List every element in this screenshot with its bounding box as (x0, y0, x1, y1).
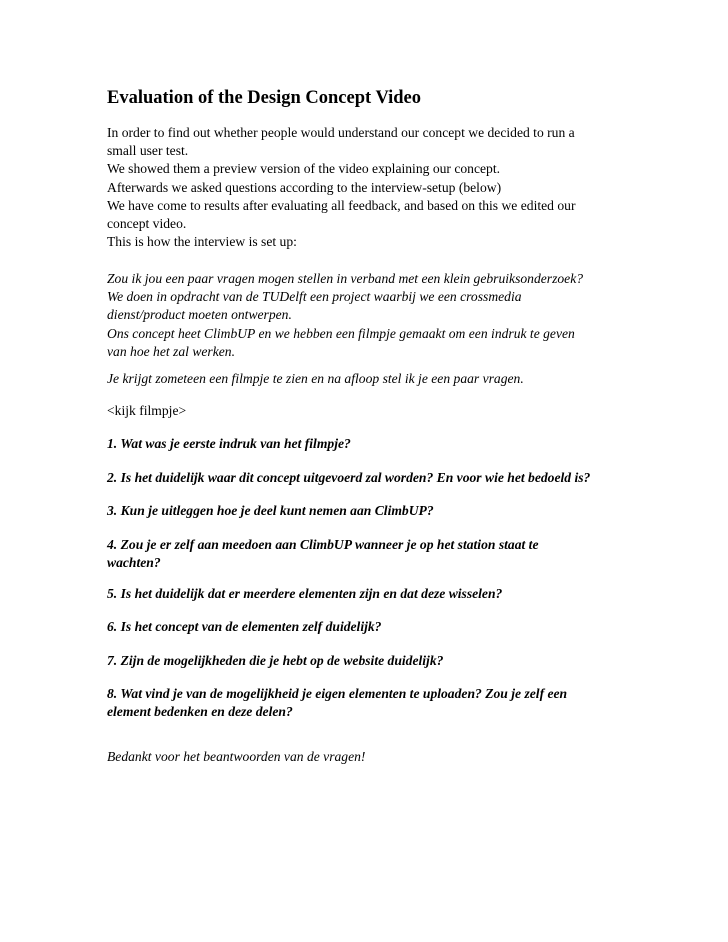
intro-line: concept video. (107, 216, 187, 232)
watch-marker-text: <kijk filmpje> (107, 403, 187, 418)
dutch-intro-line: dienst/product moeten ontwerpen. (107, 307, 292, 323)
question-8 (107, 685, 707, 721)
question-1 (107, 435, 707, 453)
video-sentence (107, 370, 707, 388)
intro-line: small user test. (107, 143, 189, 159)
question-6 (107, 618, 707, 636)
question-3 (107, 502, 707, 520)
question-line: 3. Kun je uitleggen hoe je deel kunt nemen aan ClimbUP? (107, 503, 434, 518)
question-2 (107, 469, 707, 487)
dutch-intro-line: We doen in opdracht van de TUDelft een project waarbij we een crossmedia (107, 289, 522, 305)
intro-line: In order to find out whether people would understand our concept we decided to run a (107, 125, 575, 140)
question-4 (107, 536, 707, 572)
dutch-intro-line: van hoe het zal werken. (107, 343, 235, 359)
dutch-intro-line: Ons concept heet ClimbUP en we hebben een filmpje gemaakt om een indruk te geven (107, 325, 575, 341)
dutch-intro-line: Zou ik jou een paar vragen mogen stellen in verband met een klein gebruiksonderzoek? (107, 271, 584, 286)
question-line: 2. Is het duidelijk waar dit concept uitgevoerd zal worden? En voor wie het bedoeld is? (107, 470, 591, 485)
setup-heading (107, 233, 707, 251)
question-line: 7. Zijn de mogelijkheden die je hebt op de website duidelijk? (107, 653, 444, 668)
question-7 (107, 652, 707, 670)
question-line: 4. Zou je er zelf aan meedoen aan ClimbUP wanneer je op het station staat te (107, 537, 539, 552)
question-line: element bedenken en deze delen? (107, 704, 293, 720)
intro-line: We have come to results after evaluating all feedback, and based on this we edited our (107, 197, 576, 213)
question-line: 8. Wat vind je van de mogelijkheid je eigen elementen te uploaden? Zou je zelf een (107, 686, 568, 701)
video-sentence-text: Je krijgt zometeen een filmpje te zien en na afloop stel ik je een paar vragen. (107, 371, 524, 386)
closing-sentence (107, 748, 707, 766)
question-line: wachten? (107, 555, 161, 571)
question-5 (107, 585, 707, 603)
dutch-intro-paragraph (107, 270, 707, 361)
closing-text: Bedankt voor het beantwoorden van de vragen! (107, 749, 366, 764)
document-title: Evaluation of the Design Concept Video (107, 88, 422, 108)
question-line: 1. Wat was je eerste indruk van het filmpje? (107, 436, 351, 451)
watch-marker (107, 402, 707, 420)
intro-line: Afterwards we asked questions according to the interview-setup (below) (107, 179, 502, 195)
intro-line: We showed them a preview version of the video explaining our concept. (107, 161, 501, 177)
question-line: 5. Is het duidelijk dat er meerdere elementen zijn en dat deze wisselen? (107, 586, 503, 601)
question-line: 6. Is het concept van de elementen zelf duidelijk? (107, 619, 382, 634)
setup-heading-text: This is how the interview is set up: (107, 234, 297, 249)
intro-paragraph (107, 124, 707, 233)
